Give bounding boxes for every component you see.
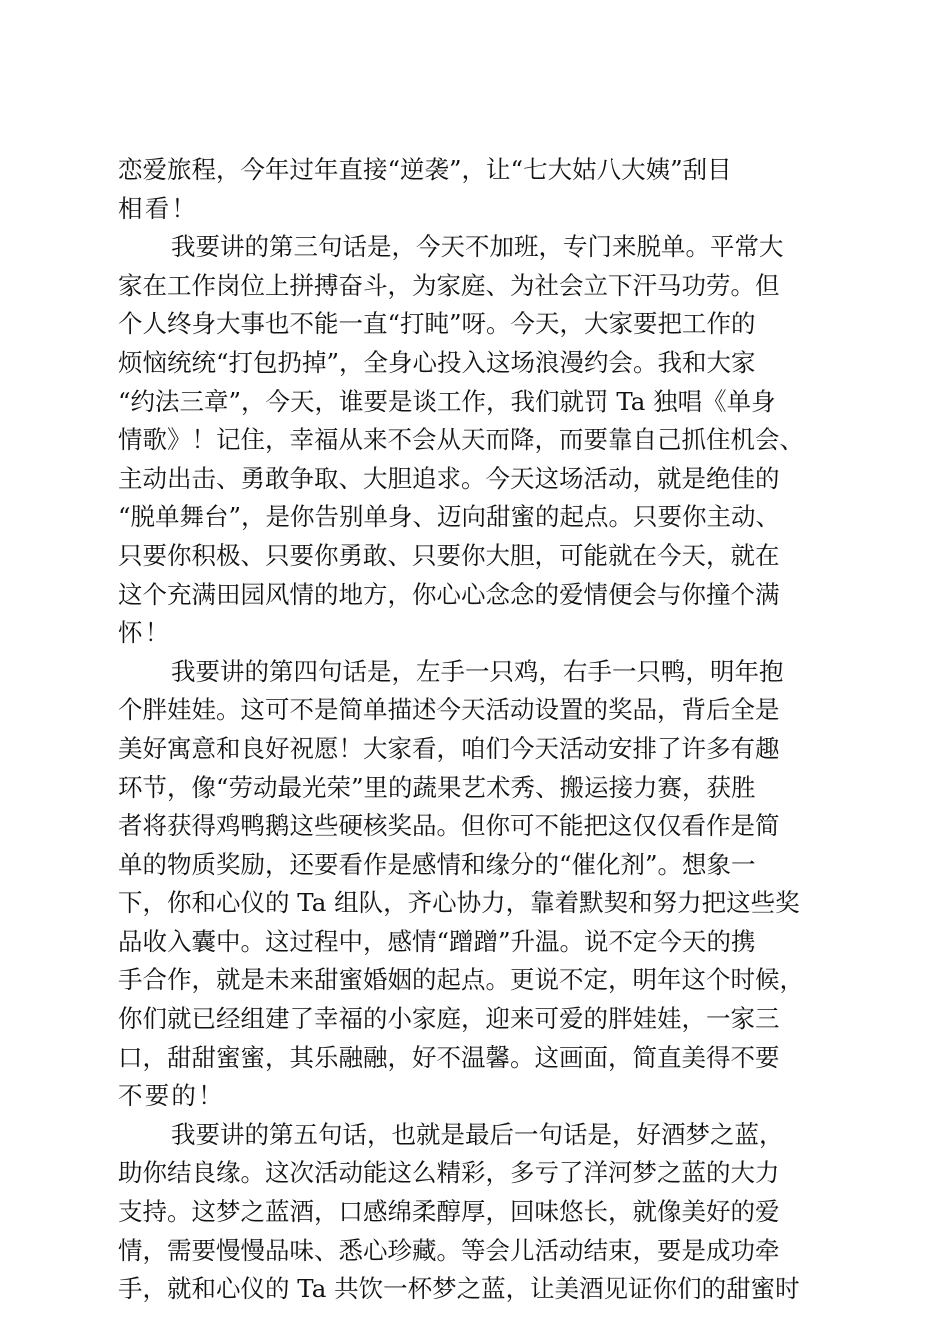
text-line: 烦恼统统“打包扔掉”，全身心投入这场浪漫约会。我和大家 <box>118 347 756 377</box>
text-line: 助你结良缘。这次活动能这么精彩，多亏了洋河梦之蓝的大力 <box>118 1158 780 1188</box>
text-line: 你们就已经组建了幸福的小家庭，迎来可爱的胖娃娃，一家三 <box>118 1004 780 1034</box>
text-line: 支持。这梦之蓝酒，口感绵柔醇厚，回味悠长，就像美好的爱 <box>118 1197 780 1227</box>
text-line: 这个充满田园风情的地方，你心心念念的爱情便会与你撞个满 <box>118 579 780 609</box>
text-line: 怀！ <box>118 618 172 648</box>
text-line: 我要讲的第三句话是，今天不加班，专门来脱单。平常大 <box>171 232 784 262</box>
text-line: 品收入囊中。这过程中，感情“蹭蹭”升温。说不定今天的携 <box>118 926 756 956</box>
text-line: 下，你和心仪的 Ta 组队，齐心协力，靠着默契和努力把这些奖 <box>118 888 800 918</box>
text-line: 家在工作岗位上拼搏奋斗，为家庭、为社会立下汗马功劳。但 <box>118 270 780 300</box>
text-line: 只要你积极、只要你勇敢、只要你大胆，可能就在今天，就在 <box>118 540 780 570</box>
text-line: 环节，像“劳动最光荣”里的蔬果艺术秀、搬运接力赛，获胜 <box>118 772 756 802</box>
text-line: 者将获得鸡鸭鹅这些硬核奖品。但你可不能把这仅仅看作是简 <box>118 811 780 841</box>
text-line: 我要讲的第五句话，也就是最后一句话是，好酒梦之蓝， <box>171 1119 784 1149</box>
text-line: 恋爱旅程，今年过年直接“逆袭”，让“七大姑八大姨”刮目 <box>118 155 732 184</box>
text-line: 口，甜甜蜜蜜，其乐融融，好不温馨。这画面，简直美得不要 <box>118 1042 780 1072</box>
text-line: “约法三章”，今天，谁要是谈工作，我们就罚 Ta 独唱《单身 <box>118 386 776 416</box>
text-line: 主动出击、勇敢争取、大胆追求。今天这场活动，就是绝佳的 <box>118 463 780 493</box>
text-line: 个人终身大事也不能一直“打盹”呀。今天，大家要把工作的 <box>118 309 756 339</box>
text-line: 情歌》！记住，幸福从来不会从天而降，而要靠自己抓住机会、 <box>118 425 804 455</box>
text-line: 手，就和心仪的 Ta 共饮一杯梦之蓝，让美酒见证你们的甜蜜时 <box>118 1274 800 1304</box>
text-line: 相看！ <box>118 193 199 223</box>
text-line: 不要的！ <box>118 1081 225 1111</box>
text-line: 单的物质奖励，还要看作是感情和缘分的“催化剂”。想象一 <box>118 849 756 879</box>
text-line: 手合作，就是未来甜蜜婚姻的起点。更说不定，明年这个时候， <box>118 965 804 995</box>
text-line: 个胖娃娃。这可不是简单描述今天活动设置的奖品，背后全是 <box>118 695 780 725</box>
text-line: “脱单舞台”，是你告别单身、迈向甜蜜的起点。只要你主动、 <box>118 502 781 532</box>
text-line: 我要讲的第四句话是，左手一只鸡，右手一只鸭，明年抱 <box>171 656 784 686</box>
text-line: 美好寓意和良好祝愿！大家看，咱们今天活动安排了许多有趣 <box>118 733 780 763</box>
text-line: 情，需要慢慢品味、悉心珍藏。等会儿活动结束，要是成功牵 <box>118 1235 780 1265</box>
document-body-text <box>118 151 838 1309</box>
